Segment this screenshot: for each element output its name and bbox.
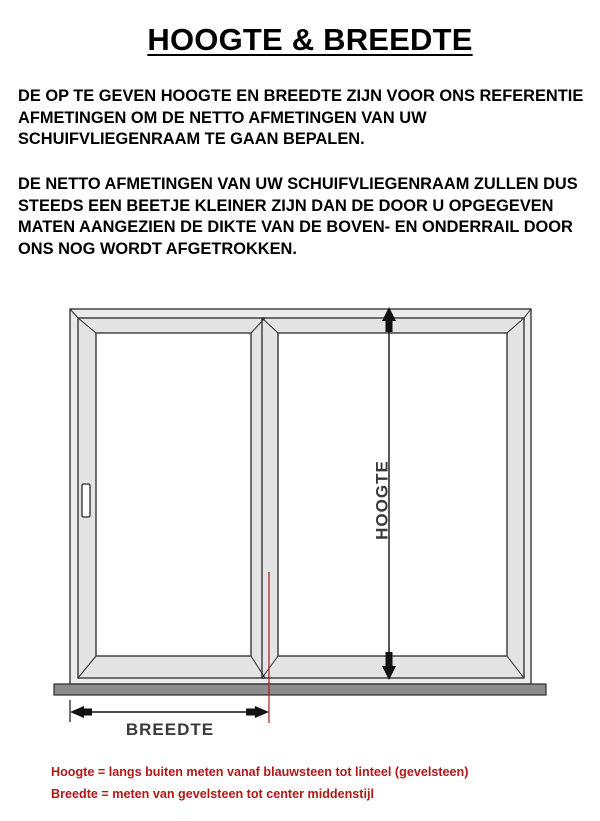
- width-label: BREEDTE: [125, 720, 215, 739]
- height-label: HOOGTE: [372, 460, 392, 540]
- height-note: Hoogte = langs buiten meten vanaf blauwsteen tot linteel (gevelsteen): [51, 765, 469, 779]
- width-note: Breedte = meten van gevelsteen tot center middenstijl: [51, 787, 374, 801]
- door-handle: [82, 484, 90, 517]
- door-sill: [54, 684, 546, 695]
- page-title: HOOGTE & BREEDTE: [147, 22, 473, 57]
- left-glass: [96, 333, 251, 656]
- intro-paragraph: DE OP TE GEVEN HOOGTE EN BREEDTE ZIJN VOOR ONS REFERENTIE AFMETINGEN OM DE NETTO AFMETINGEN VAN UW SCHUIFVLIEGENRAAM TE GAAN BEPALEN.: [18, 87, 584, 148]
- width-dimension-arrow: [70, 700, 269, 722]
- detail-paragraph: DE NETTO AFMETINGEN VAN UW SCHUIFVLIEGENRAAM ZULLEN DUS STEEDS EEN BEETJE KLEINER ZIJN DAN DE DOOR U OPGEGEVEN MATEN AANGEZIEN DE DIKTE VAN DE BOVEN- EN ONDERRAIL DOOR ONS NOG WORDT AFGETROKKEN.: [18, 175, 578, 258]
- right-glass: [278, 333, 507, 656]
